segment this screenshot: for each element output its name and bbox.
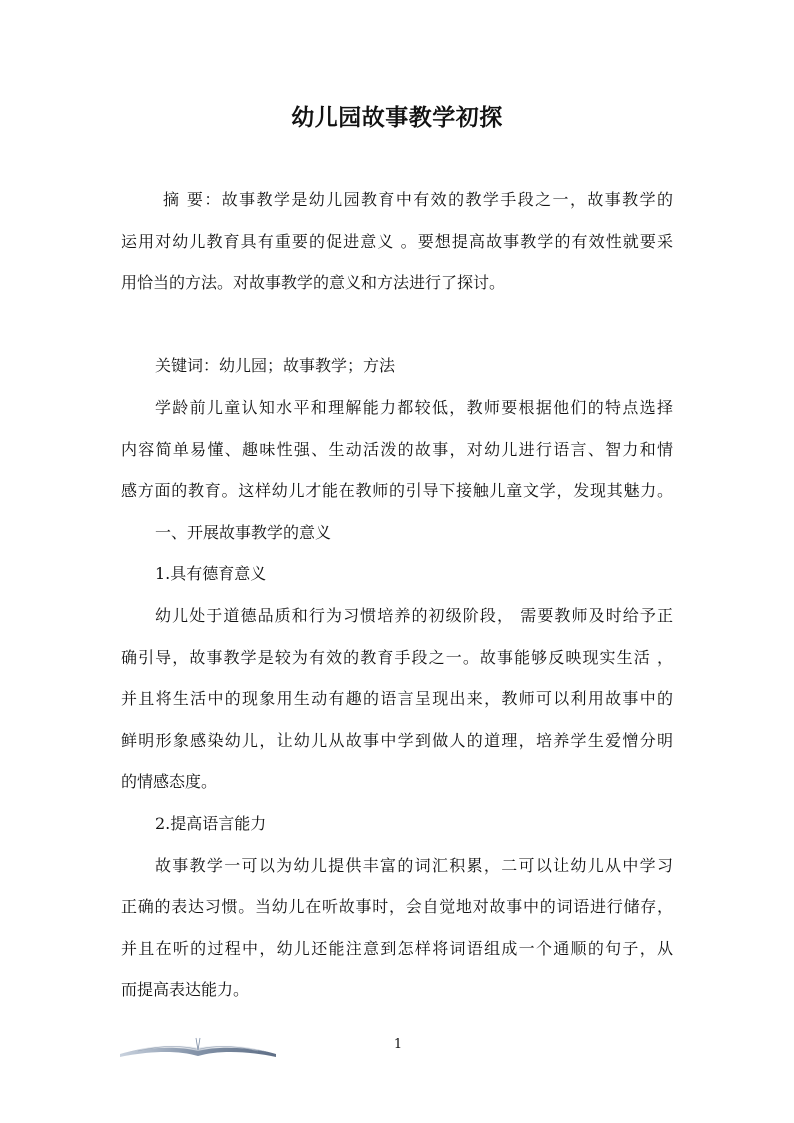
paragraph-line: 学龄前儿童认知水平和理解能力都较低，教师要根据他们的特点选择	[155, 397, 673, 417]
paragraph-line: 正确的表达习惯。当幼儿在听故事时，会自觉地对故事中的词语进行储存，	[121, 897, 673, 917]
spacer	[121, 304, 673, 346]
paragraph-line: 鲜明形象感染幼儿，让幼儿从故事中学到做人的道理，培养学生爱憎分明	[121, 730, 673, 750]
paragraph-line: 故事教学一可以为幼儿提供丰富的词汇积累，二可以让幼儿从中学习	[155, 855, 673, 875]
paragraph-line: 内容简单易懂、趣味性强、生动活泼的故事，对幼儿进行语言、智力和情	[121, 439, 673, 459]
subsection-heading: 2.提高语言能力	[155, 813, 267, 833]
paragraph-line: 并且将生活中的现象用生动有趣的语言呈现出来，教师可以利用故事中的	[121, 689, 673, 709]
open-book-icon	[118, 1034, 278, 1060]
paragraph-line: 而提高表达能力。	[121, 980, 250, 1000]
subsection-paragraph	[121, 595, 673, 803]
section-heading: 一、开展故事教学的意义	[155, 522, 332, 542]
intro-paragraph	[121, 387, 673, 512]
paragraph-line: 的情感态度。	[121, 772, 218, 792]
abstract-line: 摘 要：故事教学是幼儿园教育中有效的教学手段之一，故事教学的	[163, 190, 673, 209]
paragraph-line: 幼儿处于道德品质和行为习惯培养的初级阶段， 需要教师及时给予正	[155, 605, 673, 625]
paragraph-line: 感方面的教育。这样幼儿才能在教师的引导下接触儿童文学，发现其魅力。	[121, 481, 673, 501]
page-number: 1	[393, 1037, 403, 1052]
subsection-heading: 1.具有德育意义	[155, 564, 267, 584]
paragraph-line: 并且在听的过程中，幼儿还能注意到怎样将词语组成一个通顺的句子，从	[121, 938, 673, 958]
abstract	[121, 179, 673, 304]
abstract-line: 用恰当的方法。对故事教学的意义和方法进行了探讨。	[121, 273, 506, 293]
keywords: 关键词：幼儿园；故事教学；方法	[155, 356, 396, 376]
abstract-line: 运用对幼儿教育具有重要的促进意义 。要想提高故事教学的有效性就要采	[121, 231, 673, 251]
document-body	[121, 179, 673, 1011]
subsection-paragraph	[121, 845, 673, 1011]
paragraph-line: 确引导，故事教学是较为有效的教育手段之一。故事能够反映现实生活 ，	[121, 647, 673, 667]
document-title: 幼儿园故事教学初探	[291, 104, 503, 131]
